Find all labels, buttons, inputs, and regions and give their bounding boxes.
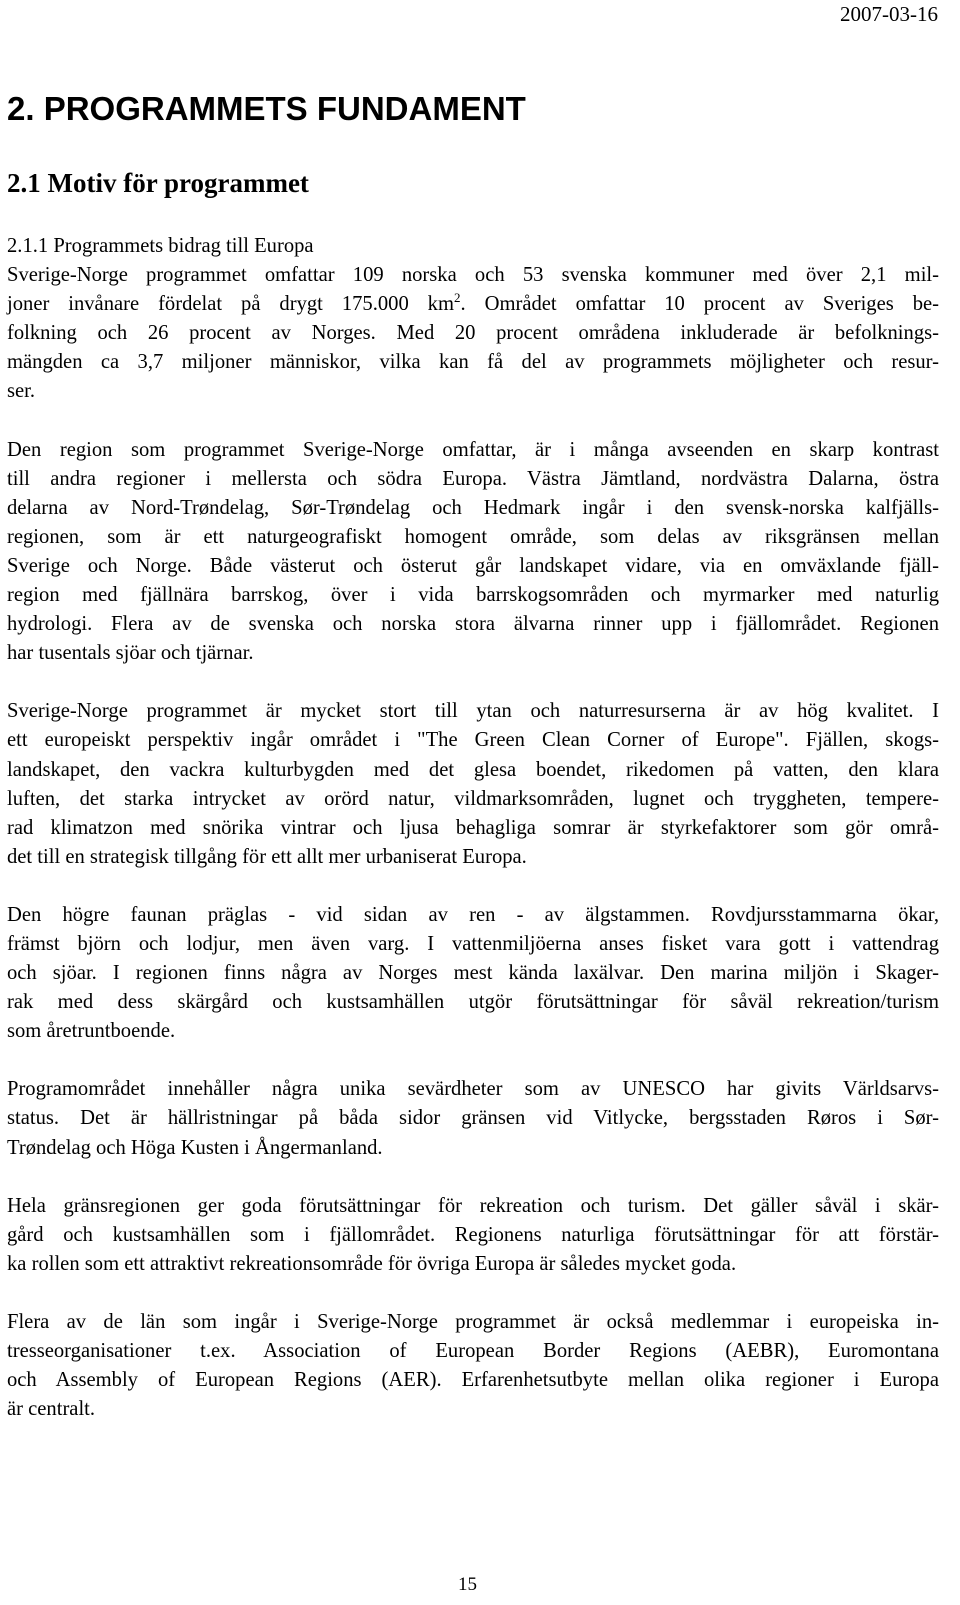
paragraph-gap xyxy=(7,1279,939,1308)
text-line: rak med dess skärgård och kustsamhällen utgör förutsättningar för såväl rekreation/turism xyxy=(7,991,939,1014)
text-line: och Assembly of European Regions (AER). Erfarenhetsutbyte mellan olika regioner i Europa xyxy=(7,1369,939,1392)
text-line: rad klimatzon med snörika vintrar och ljusa behagliga somrar är styrkefaktorer som gör områ- xyxy=(7,816,939,839)
chapter-heading: 2. PROGRAMMETS FUNDAMENT xyxy=(7,90,526,127)
text-line: och sjöar. I regionen finns några av Norges mest kända laxälvar. Den marina miljön i Skager- xyxy=(7,962,939,985)
paragraph xyxy=(7,1192,939,1279)
paragraph xyxy=(7,901,939,1046)
text-line: Sverige-Norge programmet omfattar 109 norska och 53 svenska kommuner med över 2,1 mil- xyxy=(7,264,939,287)
text-line: som åretruntboende. xyxy=(7,1020,176,1043)
text-line: Sverige-Norge programmet är mycket stort till ytan och naturresurserna är av hög kvalitet. I xyxy=(7,700,939,723)
text-line: Hela gränsregionen ger goda förutsättningar för rekreation och turism. Det gäller såväl i skär- xyxy=(7,1194,939,1217)
text-line: Trøndelag och Höga Kusten i Ångermanland. xyxy=(7,1136,383,1159)
text-line: det till en strategisk tillgång för ett allt mer urbaniserat Europa. xyxy=(7,845,527,868)
text-line: Sverige och Norge. Både västerut och österut går landskapet vidare, via en omväxlande fjäll- xyxy=(7,554,939,577)
text-line: Programområdet innehåller några unika sevärdheter som av UNESCO har givits Världsarvs- xyxy=(7,1078,939,1101)
text-line: har tusentals sjöar och tjärnar. xyxy=(7,642,254,665)
paragraph xyxy=(7,261,939,406)
paragraph xyxy=(7,1075,939,1162)
text-line: joner invånare fördelat på drygt 175.000 $km^2$. Området omfattar 10 procent av Sveriges be- xyxy=(7,290,939,316)
text-line: regionen, som är ett naturgeografiskt homogent område, som delas av riksgränsen mellan xyxy=(7,525,939,548)
text-line: gård och kustsamhällen som i fjällområdet. Regionens naturliga förutsättningar för att förstär- xyxy=(7,1223,939,1246)
paragraph xyxy=(7,697,939,872)
text-line: ett europeiskt perspektiv ingår området i "The Green Clean Corner of Europe". Fjällen, skogs- xyxy=(7,729,939,752)
text-line: Den region som programmet Sverige-Norge omfattar, är i många avseenden en skarp kontrast xyxy=(7,438,939,461)
paragraph-gap xyxy=(7,668,939,697)
paragraph xyxy=(7,436,939,669)
text-line: tresseorganisationer t.ex. Association of European Border Regions (AEBR), Euromontana xyxy=(7,1340,939,1362)
superscript: 2 xyxy=(454,290,461,306)
subsection-heading: 2.1.1 Programmets bidrag till Europa xyxy=(7,235,314,257)
paragraph xyxy=(7,1308,939,1424)
paragraphs xyxy=(7,261,939,1424)
text-line: landskapet, den vackra kulturbygden med det glesa boendet, rikedomen på vatten, den klara xyxy=(7,758,939,781)
text-line: luften, det starka intrycket av orörd natur, vildmarksområden, lugnet och tryggheten, tempere- xyxy=(7,787,939,810)
text-line: Den högre faunan präglas - vid sidan av ren - av älgstammen. Rovdjursstammarna ökar, xyxy=(7,903,939,926)
text-line: folkning och 26 procent av Norges. Med 20 procent områdena inkluderade är befolknings- xyxy=(7,322,939,345)
text-line: status. Det är hällristningar på båda sidor gränsen vid Vitlycke, bergsstaden Røros i Sør- xyxy=(7,1107,939,1130)
section-heading: 2.1 Motiv för programmet xyxy=(7,168,309,198)
text-line: mängden ca 3,7 miljoner människor, vilka kan få del av programmets möjligheter och resur- xyxy=(7,351,939,374)
text-line: är centralt. xyxy=(7,1398,96,1421)
paragraph-gap xyxy=(7,1046,939,1075)
page-number: 15 xyxy=(458,1574,477,1595)
paragraph-gap xyxy=(7,872,939,901)
paragraph-gap xyxy=(7,407,939,436)
text-line: främst björn och lodjur, men även varg. I vattenmiljöerna anses fisket vara gott i vattendrag xyxy=(7,932,939,955)
text-line: delarna av Nord-Trøndelag, Sør-Trøndelag och Hedmark ingår i den svensk-norska kalfjälls- xyxy=(7,496,939,519)
paragraph-gap xyxy=(7,1163,939,1192)
text-line: hydrologi. Flera av de svenska och norska stora älvarna rinner upp i fjällområdet. Regionen xyxy=(7,613,939,636)
text-line: ka rollen som ett attraktivt rekreationsområde för övriga Europa är således mycket goda. xyxy=(7,1252,737,1275)
text-line: ser. xyxy=(7,380,36,403)
document-body xyxy=(7,232,939,1424)
text-line: till andra regioner i mellersta och södra Europa. Västra Jämtland, nordvästra Dalarna, östra xyxy=(7,467,939,490)
text-line: Flera av de län som ingår i Sverige-Norge programmet är också medlemmar i europeiska in- xyxy=(7,1310,939,1333)
document-date: 2007-03-16 xyxy=(840,2,938,26)
text-line: region med fjällnära barrskog, över i vida barrskogsområden och myrmarker med naturlig xyxy=(7,584,939,607)
